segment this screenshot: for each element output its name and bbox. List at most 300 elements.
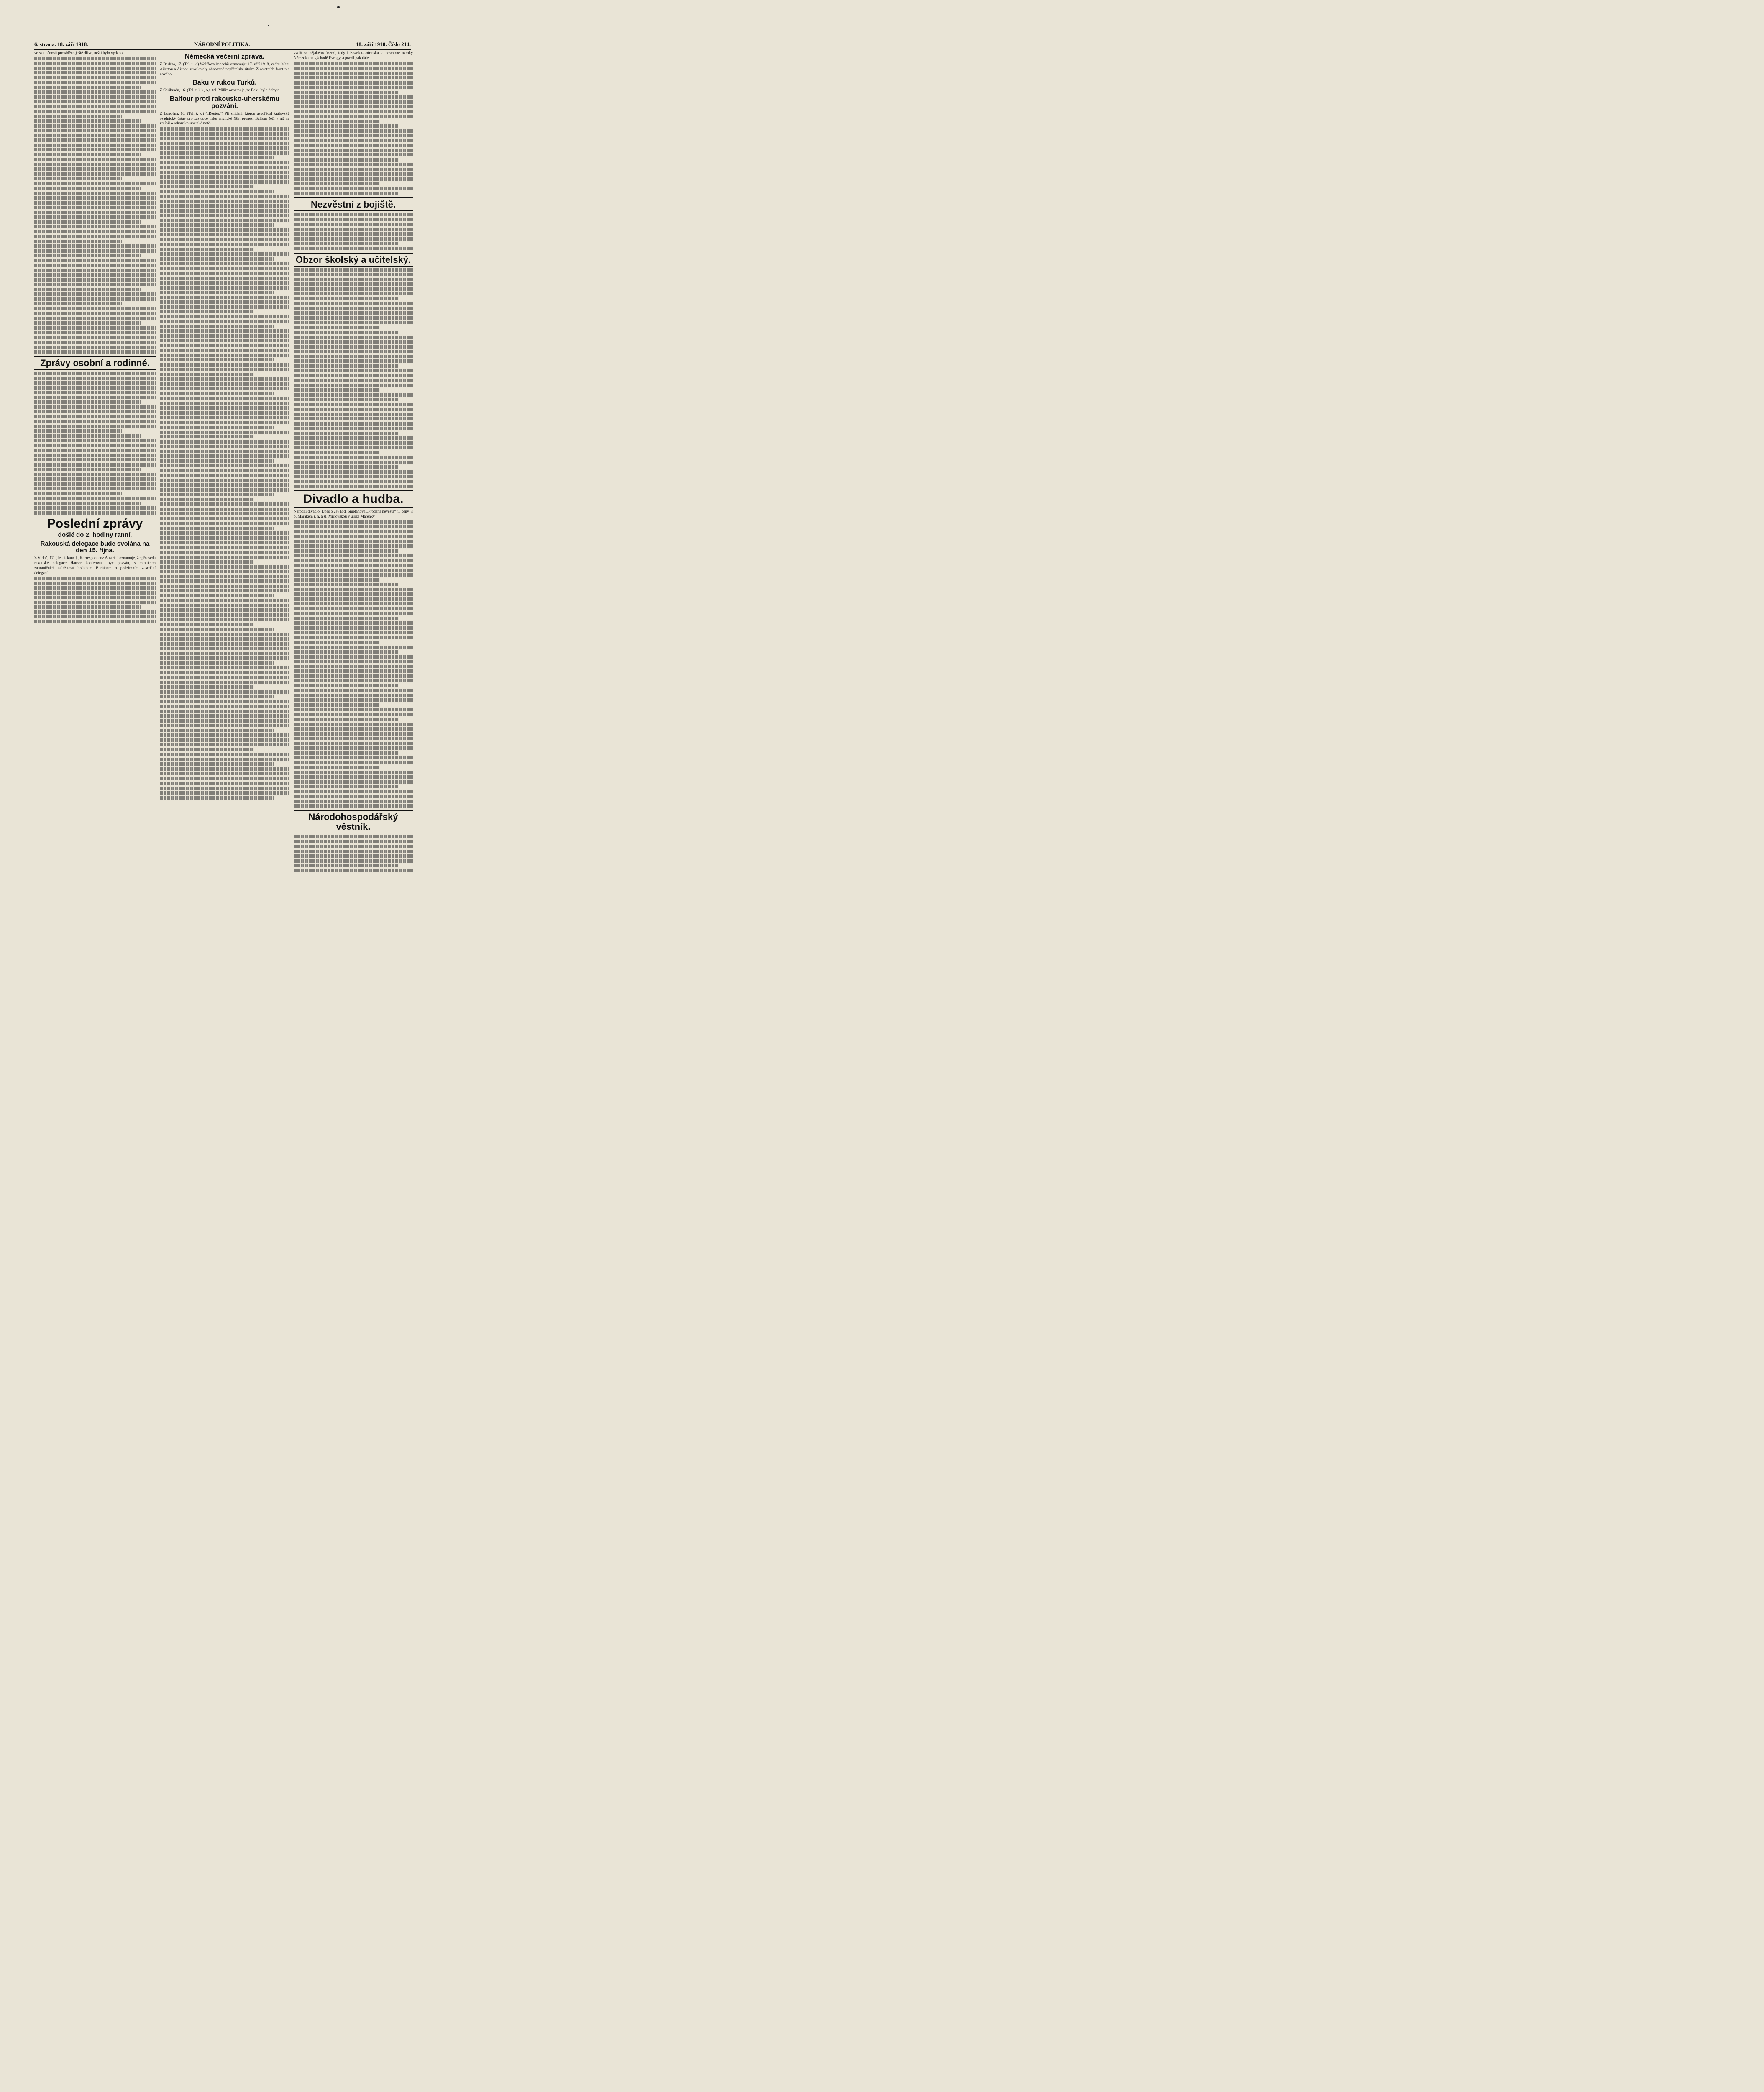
text-line	[294, 679, 413, 682]
text-line	[294, 684, 399, 687]
text-line	[34, 582, 156, 585]
text-line	[160, 743, 289, 746]
column-3	[294, 51, 413, 832]
text-line	[160, 608, 289, 612]
text-line	[294, 72, 413, 75]
article-text: Z Berlína, 17. (Tel. t. k.) Wolffova kancelář oznamuje: 17. září 1918, večer. Mezi Ailettou a Aisnou ztroskotaly obnovené nepřátelské útoky. Z ostatních front nic nového.	[160, 62, 289, 77]
text-line	[294, 588, 413, 591]
text-line	[34, 259, 156, 262]
newspaper-title: NÁRODNÍ POLITIKA.	[194, 41, 250, 47]
text-line	[160, 454, 289, 458]
text-line	[160, 575, 289, 578]
text-line	[160, 753, 289, 756]
text-line	[294, 480, 413, 483]
text-line	[294, 723, 413, 726]
text-line	[294, 345, 413, 349]
article-body	[294, 213, 413, 250]
section-heading-latest-news: Poslední zprávy	[47, 516, 143, 531]
text-line	[160, 209, 289, 213]
text-line	[294, 413, 413, 416]
text-line	[34, 134, 156, 137]
text-line	[294, 379, 413, 382]
text-line	[294, 350, 413, 353]
article-text: Z Cařihradu, 16. (Tel. t. k.) „Ag. tel. Milli“ oznamuje, že Baku bylo dobyto.	[160, 88, 281, 93]
text-line	[294, 398, 399, 401]
text-line	[294, 62, 413, 65]
text-line	[294, 525, 413, 528]
text-line	[34, 167, 156, 171]
text-line	[160, 334, 289, 338]
section-heading-personal: Zprávy osobní a rodinné.	[34, 356, 156, 370]
text-line	[34, 225, 156, 228]
text-line	[34, 244, 156, 248]
text-line	[160, 541, 289, 544]
text-line	[294, 612, 413, 615]
text-line	[294, 602, 413, 605]
text-line	[34, 405, 156, 409]
text-line	[294, 187, 413, 190]
text-line	[160, 296, 289, 299]
article-lead: Národní divadlo. Dnes o 2½ hod. Smetanova „Prodaná nevěsta“ (I. ceny) s p. Mařákem j. h. a sl. Miřiovskou v úloze Mařenky	[294, 509, 413, 519]
text-line	[294, 461, 413, 464]
text-line	[294, 800, 413, 803]
text-line	[160, 368, 289, 371]
text-line	[294, 307, 413, 310]
text-line	[294, 771, 413, 774]
print-speck	[337, 6, 340, 8]
text-line	[294, 485, 413, 488]
text-line	[294, 674, 413, 678]
text-line	[294, 549, 399, 553]
text-line	[160, 344, 289, 347]
text-line	[160, 729, 274, 732]
text-line	[160, 300, 289, 304]
text-line	[294, 364, 399, 368]
text-line	[294, 465, 399, 469]
text-line	[160, 382, 289, 386]
text-line	[34, 62, 156, 65]
text-line	[160, 171, 289, 174]
text-line	[34, 76, 156, 79]
text-line	[160, 762, 274, 766]
section-subheading: došlé do 2. hodiny ranní.	[58, 531, 132, 539]
article-body	[294, 520, 413, 808]
text-line	[294, 115, 413, 118]
text-line	[294, 636, 413, 639]
text-line	[294, 403, 413, 406]
text-line	[294, 311, 413, 315]
text-line	[294, 321, 413, 324]
article-lead: Z Vídně, 17. (Tel. t. kanc.) „Korrespondenz Austria“ oznamuje, že předseda rakouské delegace Hauser konferoval, byv pozván, s ministrem zahraničních záležitostí hrabětem Buriánem o podzimním zasedání delegací.	[34, 556, 156, 575]
article-lead: ve skutečnosti prováděno ještě dříve, nežli bylo vydáno.	[34, 51, 124, 55]
text-line	[294, 158, 399, 162]
text-line	[34, 115, 122, 118]
text-line	[294, 223, 413, 226]
text-line	[294, 247, 413, 250]
text-line	[294, 182, 379, 185]
running-head	[34, 40, 411, 50]
text-line	[294, 393, 413, 397]
text-line	[294, 470, 413, 474]
text-line	[294, 297, 399, 300]
text-line	[160, 758, 289, 761]
text-line	[294, 775, 413, 779]
text-line	[294, 607, 413, 610]
text-line	[294, 232, 413, 236]
text-line	[34, 144, 156, 147]
text-line	[34, 591, 156, 595]
text-line	[160, 445, 289, 448]
text-line	[34, 586, 156, 590]
text-line	[160, 714, 289, 718]
text-line	[160, 315, 289, 318]
text-line	[34, 415, 156, 418]
text-line	[160, 719, 289, 723]
text-line	[34, 81, 156, 84]
text-line	[294, 292, 413, 295]
text-line	[294, 374, 413, 377]
section-heading-theatre: Divadlo a hudba.	[294, 490, 413, 508]
text-line	[160, 411, 289, 415]
text-line	[34, 215, 156, 219]
text-line	[294, 76, 413, 79]
text-line	[160, 748, 253, 751]
text-line	[294, 660, 413, 663]
text-line	[160, 502, 289, 506]
text-line	[160, 272, 289, 275]
text-line	[34, 458, 156, 461]
text-line	[160, 397, 289, 400]
text-line	[294, 746, 413, 750]
text-line	[294, 456, 413, 459]
text-line	[294, 840, 413, 843]
article-body	[34, 372, 156, 515]
article-body	[294, 268, 413, 488]
text-line	[160, 137, 289, 140]
text-line	[294, 326, 379, 329]
text-line	[34, 119, 141, 123]
text-line	[160, 527, 274, 530]
text-line	[34, 172, 156, 176]
text-line	[34, 302, 122, 305]
text-line	[294, 91, 399, 94]
text-line	[160, 387, 289, 390]
text-line	[160, 585, 289, 588]
text-line	[34, 90, 156, 94]
text-line	[294, 475, 413, 478]
text-line	[160, 305, 289, 309]
text-line	[34, 473, 156, 476]
text-line	[160, 281, 289, 285]
text-line	[294, 559, 413, 562]
text-line	[294, 617, 399, 620]
text-line	[294, 287, 413, 291]
text-line	[34, 269, 156, 272]
text-line	[160, 320, 289, 323]
text-line	[34, 95, 156, 99]
text-line	[294, 665, 413, 668]
text-line	[34, 321, 141, 325]
text-line	[294, 520, 413, 524]
text-line	[160, 642, 289, 646]
text-line	[294, 869, 413, 872]
text-line	[160, 589, 289, 592]
text-line	[160, 426, 274, 429]
text-line	[34, 264, 156, 267]
article-body	[160, 127, 289, 800]
text-line	[160, 782, 289, 785]
text-line	[34, 307, 156, 310]
text-line	[294, 441, 413, 445]
article-headline-baku: Baku v rukou Turků.	[192, 79, 257, 87]
text-line	[34, 497, 156, 500]
text-line	[160, 594, 274, 597]
text-line	[34, 477, 156, 481]
text-line	[34, 312, 156, 315]
text-line	[294, 732, 413, 736]
text-line	[34, 220, 141, 224]
text-line	[160, 517, 289, 520]
text-line	[160, 777, 289, 780]
text-line	[294, 790, 413, 793]
text-line	[160, 488, 289, 492]
text-line	[294, 446, 413, 449]
text-line	[294, 845, 413, 848]
text-line	[34, 577, 156, 580]
text-line	[34, 487, 156, 490]
text-line	[160, 377, 289, 381]
text-line	[160, 262, 289, 265]
text-line	[160, 690, 289, 694]
text-line	[294, 737, 413, 740]
text-line	[294, 124, 399, 128]
text-line	[294, 105, 413, 108]
text-line	[34, 331, 156, 334]
text-line	[34, 235, 156, 238]
text-line	[294, 713, 413, 716]
text-line	[160, 464, 289, 467]
text-line	[160, 166, 289, 169]
text-line	[160, 459, 274, 463]
text-line	[294, 134, 413, 137]
section-heading-economy: Národohospodářský věstník.	[294, 810, 413, 833]
text-line	[34, 601, 156, 604]
text-line	[160, 223, 274, 227]
text-line	[160, 277, 289, 280]
text-line	[294, 273, 413, 276]
text-line	[294, 530, 413, 533]
text-line	[294, 540, 413, 543]
text-line	[294, 268, 413, 272]
text-line	[294, 564, 413, 567]
text-line	[160, 796, 274, 800]
text-line	[160, 421, 289, 424]
text-line	[294, 168, 413, 171]
text-line	[294, 621, 413, 625]
column-2	[160, 51, 289, 605]
text-line	[160, 339, 289, 342]
page-and-date-left: 6. strana. 18. září 1918.	[34, 41, 88, 47]
text-line	[160, 228, 289, 232]
text-line	[160, 363, 289, 367]
text-line	[294, 703, 379, 707]
text-line	[160, 767, 289, 771]
text-line	[160, 652, 289, 655]
text-line	[160, 710, 289, 713]
article-lead: vzdát se nějakého území, tedy i Elsaska-Lotrinska, a nesmírné nároky Německa na východě Evropy, a pravil pak dále:	[294, 51, 413, 60]
text-line	[34, 420, 156, 423]
text-line	[294, 751, 399, 755]
text-line	[294, 626, 413, 630]
text-line	[160, 695, 274, 698]
text-line	[160, 637, 289, 641]
text-line	[160, 440, 289, 444]
text-line	[34, 153, 141, 156]
text-line	[34, 230, 156, 233]
text-line	[160, 469, 289, 472]
text-line	[294, 139, 413, 142]
text-line	[160, 291, 274, 294]
text-line	[294, 192, 399, 195]
text-line	[160, 685, 253, 689]
text-line	[294, 110, 413, 113]
text-line	[34, 273, 156, 277]
text-line	[160, 354, 289, 357]
date-and-issue-right: 18. září 1918. Číslo 214.	[356, 41, 411, 47]
text-line	[160, 190, 274, 193]
text-line	[160, 431, 289, 434]
text-line	[34, 341, 156, 344]
text-line	[294, 129, 413, 133]
text-line	[294, 336, 413, 339]
text-line	[160, 551, 289, 554]
text-line	[34, 201, 156, 205]
text-line	[160, 349, 289, 352]
text-line	[294, 785, 399, 788]
text-line	[294, 544, 413, 548]
text-line	[34, 138, 156, 142]
text-line	[160, 238, 289, 241]
article-body	[294, 62, 413, 195]
text-line	[160, 373, 253, 376]
text-line	[160, 219, 289, 222]
article-lead: Z Londýna, 16. (Tel. t. k.) („Reuter.“) Při snídani, kterou uspořádal královský osadnický ústav pro zástupce tisku anglické říše, pronesl Balfour řeč, v níž se zmínil o rakousko-uherské notě.	[160, 111, 289, 126]
text-line	[160, 772, 289, 775]
text-line	[294, 153, 413, 156]
text-line	[160, 243, 289, 246]
text-line	[160, 536, 289, 540]
text-line	[160, 681, 289, 684]
text-line	[34, 105, 156, 108]
text-line	[34, 429, 122, 433]
column-1	[34, 51, 156, 605]
text-line	[160, 705, 289, 708]
text-line	[160, 512, 289, 515]
text-line	[34, 124, 156, 128]
text-line	[160, 151, 289, 155]
text-line	[160, 406, 289, 410]
text-line	[34, 444, 156, 447]
text-line	[294, 149, 413, 152]
text-line	[160, 416, 289, 419]
text-line	[160, 623, 253, 626]
text-line	[294, 592, 413, 596]
text-line	[160, 656, 289, 660]
text-line	[294, 854, 413, 858]
text-line	[294, 689, 413, 692]
text-line	[294, 384, 413, 387]
text-line	[160, 479, 289, 482]
text-line	[34, 468, 141, 471]
article-headline-delegation: Rakouská delegace bude svolána na den 15. října.	[40, 540, 150, 554]
text-line	[294, 340, 413, 344]
text-line	[160, 498, 253, 501]
text-line	[160, 579, 289, 583]
text-line	[160, 633, 289, 636]
text-line	[34, 110, 156, 113]
text-line	[160, 252, 289, 256]
text-line	[34, 278, 156, 282]
text-line	[34, 410, 156, 413]
text-line	[34, 615, 156, 618]
text-line	[34, 206, 156, 209]
text-line	[294, 780, 413, 784]
text-line	[294, 177, 413, 181]
text-line	[294, 302, 413, 305]
text-line	[294, 417, 413, 420]
article-body	[34, 57, 156, 354]
text-line	[34, 610, 156, 614]
text-line	[294, 573, 413, 577]
text-line	[34, 182, 156, 185]
text-line	[160, 146, 289, 150]
text-line	[294, 242, 399, 245]
text-line	[294, 650, 399, 654]
text-line	[34, 254, 141, 257]
text-line	[160, 676, 289, 679]
text-line	[160, 531, 289, 535]
text-line	[160, 522, 289, 525]
text-line	[34, 482, 156, 486]
text-line	[160, 570, 289, 573]
text-line	[160, 599, 289, 602]
text-line	[294, 756, 413, 759]
text-line	[34, 326, 156, 330]
text-line	[294, 669, 413, 673]
text-line	[294, 282, 413, 286]
text-line	[294, 422, 413, 426]
text-line	[34, 67, 156, 70]
text-line	[294, 804, 413, 808]
print-speck	[268, 25, 269, 26]
article-headline-news: Německá večerní zpráva.	[184, 53, 265, 60]
text-line	[160, 161, 289, 164]
text-line	[294, 100, 413, 104]
text-line	[34, 492, 122, 495]
text-line	[34, 386, 156, 390]
text-line	[294, 694, 413, 697]
text-line	[160, 733, 289, 737]
text-line	[294, 766, 379, 769]
text-line	[34, 148, 156, 151]
text-line	[294, 369, 413, 372]
text-line	[34, 57, 156, 60]
text-line	[160, 142, 289, 145]
text-line	[160, 493, 274, 496]
text-line	[160, 267, 289, 270]
text-line	[294, 95, 413, 99]
text-line	[34, 425, 156, 428]
